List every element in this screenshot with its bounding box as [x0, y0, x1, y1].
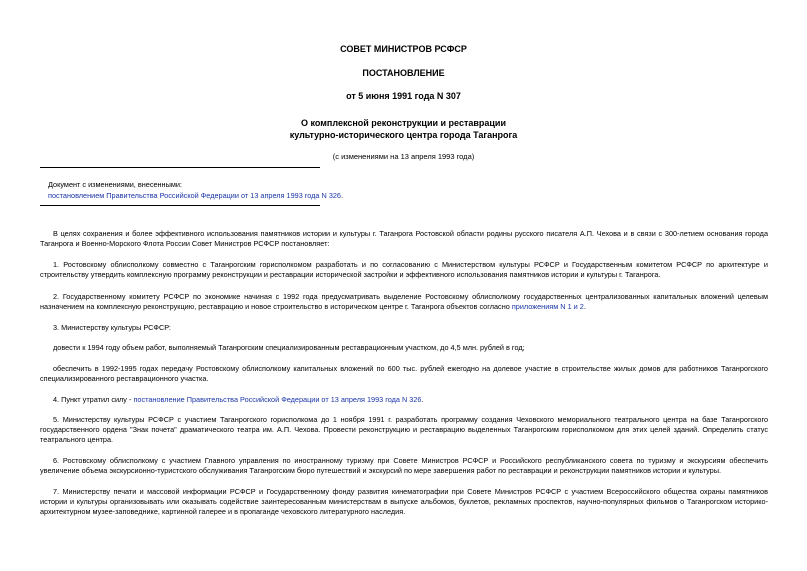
repeal-link[interactable]: постановление Правительства Российской Федерации от 13 апреля 1993 года N 326: [133, 395, 422, 404]
paragraph-3: 3. Министерству культуры РСФСР:: [53, 323, 171, 332]
paragraph-2-tail: .: [583, 302, 586, 311]
paragraph-1: 1. Ростовскому облисполкому совместно с Таганрогским горисполкомом разработать и по согласованию с Министерством культуры РСФСР и Государственным комитетом РСФСР по архитектуре и строительству утвердить комплексную программу реконструкции и реставрации исторической застройки и эффективного использования памятников истории и культуры г. Таганрога.: [40, 260, 768, 279]
intro-paragraph: В целях сохранения и более эффективного использования памятников истории и культуры г. Таганрога Ростовской области родины русского писателя А.П. Чехова и в связи с 300-летием основания города Таганрога и Военно-Морского Флота России Совет Министров РСФСР постановляет:: [40, 229, 768, 248]
divider-bottom: [40, 205, 320, 206]
paragraph-7: 7. Министерству печати и массовой информации РСФСР и Государственному фонду развития кинематографии при Совете Министров РСФСР с участием Всероссийского общества охраны памятников истории и культуры организовывать или оказывать содействие заинтересованным министерствам в выпуске альбомов, буклетов, рекламных проспектов, научно-популярных фильмов о Таганрогском историко-архитектурном музее-заповеднике, картинной галерее и в пропаганде чеховского литературного наследия.: [40, 487, 768, 516]
document-type: ПОСТАНОВЛЕНИЕ: [362, 68, 445, 78]
paragraph-2: [40, 292, 768, 312]
paragraph-4-text: 4. Пункт утратил силу -: [53, 395, 134, 404]
paragraph-6: 6. Ростовскому облисполкому с участием Главного управления по иностранному туризму при Совете Министров РСФСР и Российского республиканского совета по туризму и экскурсиям обеспечить увеличение объема экскурсионно-туристского обслуживания Таганрогским бюро путешествий и экскурсий по мере завершения работ по реставрации и реконструкции памятников истории и культуры.: [40, 456, 768, 475]
paragraph-4: [40, 395, 768, 405]
amendment-link[interactable]: постановлением Правительства Российской Федерации от 13 апреля 1993 года N 326: [48, 191, 341, 200]
paragraph-2-text: 2. Государственному комитету РСФСР по экономике начиная с 1992 года предусматривать выделение Ростовскому облисполкому государственных централизованных капитальных вложений целевым назначением на комплексную реконструкцию, реставрацию и новое строительство в историческом центре г. Таганрога объектов согласно: [40, 292, 768, 311]
document-title-line2: культурно-исторического центра города Таганрога: [289, 130, 518, 140]
appendix-link[interactable]: приложениям N 1 и 2: [511, 302, 584, 311]
changes-note-line: [48, 190, 748, 201]
paragraph-4-tail: .: [421, 395, 424, 404]
paragraph-5: 5. Министерству культуры РСФСР с участием Таганрогского горисполкома до 1 ноября 1991 г. разработать программу создания Чеховского мемориального театрального центра на базе Таганрогского государственного ордена "Знак почета" драматического театра им. А.П. Чехова. Провести реконструкцию и реставрацию выделенных Таганрогским горисполкомом для этих целей зданий. Определить статус театрального центра.: [40, 415, 768, 444]
changes-note-label: Документ с изменениями, внесенными:: [48, 180, 182, 189]
changes-note-tail: .: [341, 191, 344, 200]
date-number: от 5 июня 1991 года N 307: [346, 91, 461, 101]
divider-top: [40, 167, 320, 168]
paragraph-3a: довести к 1994 году объем работ, выполняемый Таганрогским специализированным реставрационным участком, до 4,5 млн. рублей в год;: [53, 343, 525, 352]
document-title-line1: О комплексной реконструкции и реставрации: [300, 118, 506, 128]
amendments-note: (с изменениями на 13 апреля 1993 года): [332, 152, 475, 161]
issuer-heading: СОВЕТ МИНИСТРОВ РСФСР: [340, 44, 467, 54]
changes-note: [48, 179, 748, 201]
paragraph-3b: обеспечить в 1992-1995 годах передачу Ростовскому облисполкому капитальных вложений по 600 тыс. рублей ежегодно на долевое участие в строительстве жилых домов для работников Таганрогского специализированного реставрационного участка.: [40, 364, 768, 383]
